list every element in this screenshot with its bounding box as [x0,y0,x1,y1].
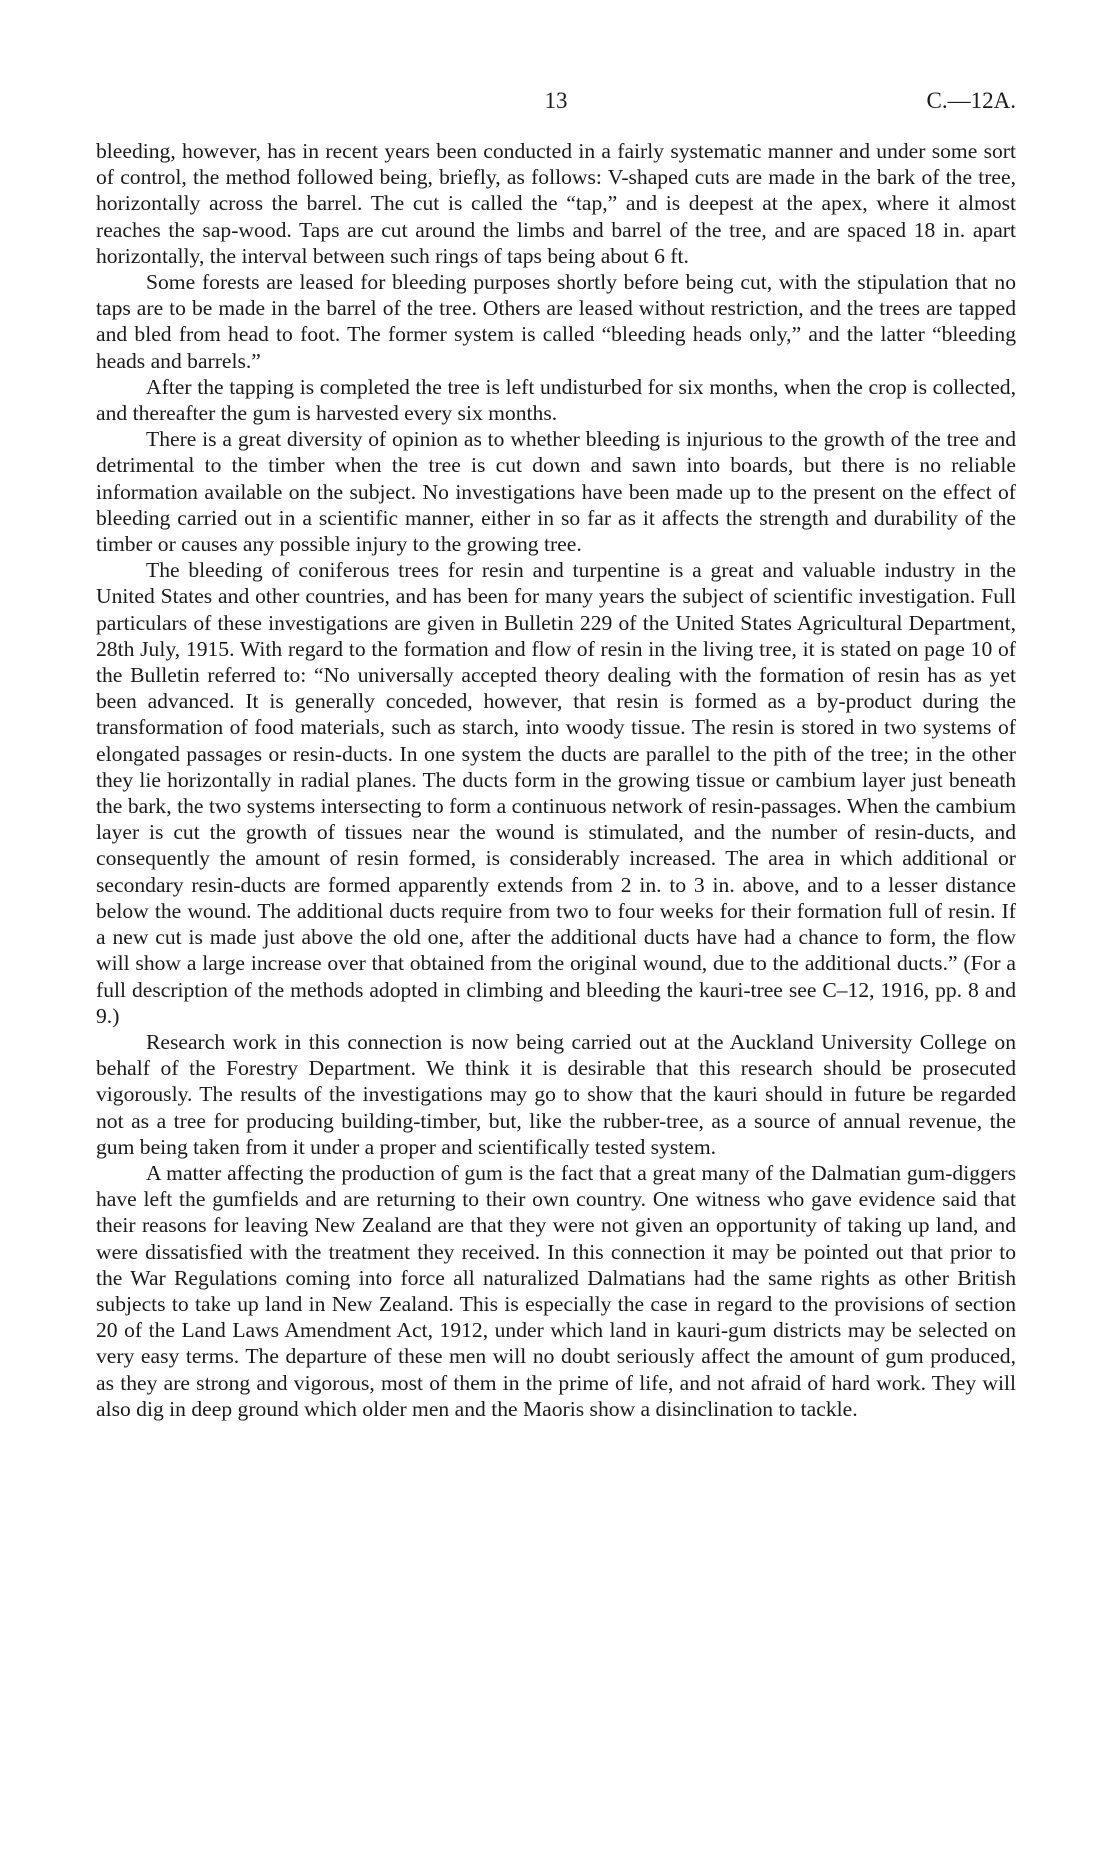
paragraph-dalmatian-gum-diggers: A matter affecting the production of gum is the fact that a great many of the Dalmatian gum-diggers have left the gumfields and are returning to their own country. One witness who gave evidence said that their reasons for leaving New Zealand are that they were not given an opportunity of taking up land, and were dissatisfied with the treatment they received. In this connection it may be pointed out that prior to the War Regulations coming into force all naturalized Dalmatians had the same rights as other British subjects to take up land in New Zealand. This is especially the case in regard to the provisions of section 20 of the Land Laws Amendment Act, 1912, under which land in kauri-gum districts may be selected on very easy terms. The departure of these men will no doubt seriously affect the amount of gum produced, as they are strong and vigorous, most of them in the prime of life, and not afraid of hard work. They will also dig in deep ground which older men and the Maoris show a disinclination to tackle. [96,1160,1016,1421]
paragraph-coniferous-trees: The bleeding of coniferous trees for resin and turpentine is a great and valuable industry in the United States and other countries, and has been for many years the subject of scientific investigation. Full particulars of these investigations are given in Bulletin 229 of the United States Agricultural Department, 28th July, 1915. With regard to the formation and flow of resin in the living tree, it is stated on page 10 of the Bulletin referred to: “No universally accepted theory dealing with the formation of resin has as yet been advanced. It is generally conceded, however, that resin is formed as a by-product during the transformation of food materials, such as starch, into woody tissue. The resin is stored in two systems of elongated passages or resin-ducts. In one system the ducts are parallel to the pith of the tree; in the other they lie horizontally in radial planes. The ducts form in the growing tissue or cambium layer just beneath the bark, the two systems intersecting to form a continuous network of resin-passages. When the cambium layer is cut the growth of tissues near the wound is stimulated, and the number of resin-ducts, and consequently the amount of resin formed, is considerably increased. The area in which additional or secondary resin-ducts are formed apparently extends from 2 in. to 3 in. above, and to a lesser distance below the wound. The additional ducts require from two to four weeks for their formation full of resin. If a new cut is made just above the old one, after the additional ducts have had a chance to form, the flow will show a large increase over that obtained from the original wound, due to the additional ducts.” (For a full description of the methods adopted in climbing and bleeding the kauri-tree see C–12, 1916, pp. 8 and 9.) [96,558,1016,1028]
document-reference: C.—12A. [926,88,1016,113]
page-header [96,88,1016,118]
document-body [96,138,1016,1422]
paragraph-tapping: After the tapping is completed the tree is left undisturbed for six months, when the crop is collected, and thereafter the gum is harvested every six months. [96,374,1016,426]
paragraph-leasing: Some forests are leased for bleeding purposes shortly before being cut, with the stipulation that no taps are to be made in the barrel of the tree. Others are leased without restriction, and the trees are tapped and bled from head to foot. The former system is called “bleeding heads only,” and the latter “bleeding heads and barrels.” [96,270,1016,373]
page-number: 13 [544,88,568,113]
paragraph-continued: bleeding, however, has in recent years been conducted in a fairly systematic manner and under some sort of control, the method followed being, briefly, as follows: V-shaped cuts are made in the bark of the tree, horizontally across the barrel. The cut is called the “tap,” and is deepest at the apex, where it almost reaches the sap-wood. Taps are cut around the limbs and barrel of the tree, and are spaced 18 in. apart horizontally, the interval between such rings of taps being about 6 ft. [96,139,1016,268]
paragraph-diversity-of-opinion: There is a great diversity of opinion as to whether bleeding is injurious to the growth of the tree and detrimental to the timber when the tree is cut down and sawn into boards, but there is no reliable information available on the subject. No investigations have been made up to the present on the effect of bleeding carried out in a scientific manner, either in so far as it affects the strength and durability of the timber or causes any possible injury to the growing tree. [96,427,1016,557]
paragraph-research-work: Research work in this connection is now being carried out at the Auckland University College on behalf of the Forestry Department. We think it is desirable that this research should be prosecuted vigorously. The results of the investigations may go to show that the kauri should in future be regarded not as a tree for producing building-timber, but, like the rubber-tree, as a source of annual revenue, the gum being taken from it under a proper and scientifically tested system. [96,1029,1016,1159]
